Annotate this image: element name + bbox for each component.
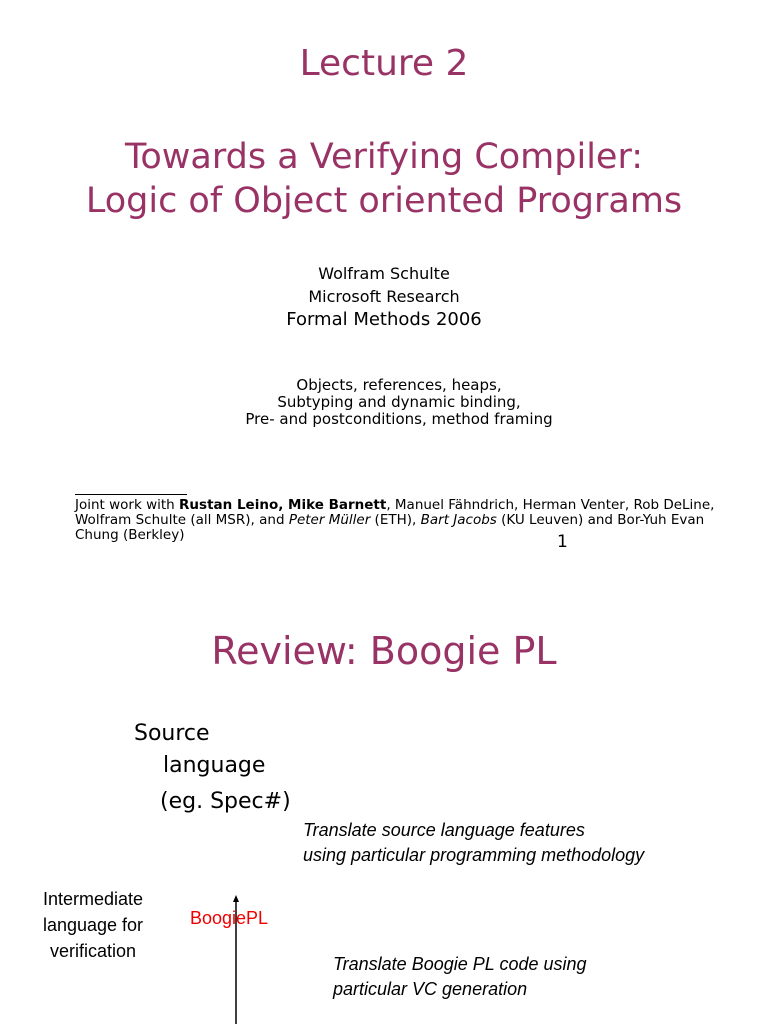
footnote-text: , Manuel Fähndrich, Herman Venter, Rob DeLine, Wolfram Schulte (all MSR), and bbox=[75, 497, 715, 528]
author-name: Wolfram Schulte bbox=[318, 264, 450, 283]
slide2-title: Review: Boogie PL bbox=[211, 629, 557, 673]
source-language-line-1: Source bbox=[134, 721, 210, 746]
subtitle-line-2: Logic of Object oriented Programs bbox=[85, 181, 683, 221]
page-number: 1 bbox=[557, 532, 568, 552]
subtitle-line-1: Towards a Verifying Compiler: bbox=[124, 137, 644, 177]
intermediate-line-3: verification bbox=[49, 941, 137, 961]
intermediate-line-1: Intermediate bbox=[42, 889, 144, 909]
footnote-rule bbox=[75, 494, 187, 495]
translate-boogie-line-1: Translate Boogie PL code using bbox=[333, 954, 587, 974]
footnote-bold-names: Rustan Leino, Mike Barnett bbox=[179, 497, 387, 513]
author-block bbox=[0, 262, 768, 331]
topic-line-2: Subtyping and dynamic binding, bbox=[277, 393, 521, 411]
topic-line-3: Pre- and postconditions, method framing bbox=[245, 410, 553, 428]
translate-source-line-1: Translate source language features bbox=[303, 820, 585, 840]
course-name: Formal Methods 2006 bbox=[286, 309, 482, 330]
source-language-line-2: language bbox=[163, 753, 266, 778]
topics-block bbox=[0, 377, 768, 428]
author-affiliation: Microsoft Research bbox=[308, 287, 460, 306]
translate-boogie-note bbox=[333, 952, 587, 1002]
translate-source-note bbox=[303, 818, 644, 868]
footnote-italic-name: Peter Müller bbox=[288, 512, 371, 528]
footnote bbox=[75, 498, 715, 543]
slide1-title: Lecture 2 bbox=[299, 43, 469, 84]
translate-boogie-line-2: particular VC generation bbox=[333, 979, 528, 999]
intermediate-language-label bbox=[28, 886, 158, 964]
intermediate-line-2: language for bbox=[42, 915, 144, 935]
source-language-line-3: (eg. Spec#) bbox=[160, 789, 291, 814]
translate-source-line-2: using particular programming methodology bbox=[303, 845, 645, 865]
topic-line-1: Objects, references, heaps, bbox=[296, 376, 502, 394]
footnote-italic-name: Bart Jacobs bbox=[420, 512, 497, 528]
boogiepl-label: BoogiePL bbox=[190, 908, 269, 928]
footnote-text: Joint work with bbox=[75, 497, 180, 513]
footnote-text: (KU Leuven) and Bor-Yuh Evan Chung (Berkley) bbox=[75, 512, 705, 543]
footnote-text: (ETH), bbox=[370, 512, 421, 528]
slide1-subtitle bbox=[0, 135, 768, 223]
